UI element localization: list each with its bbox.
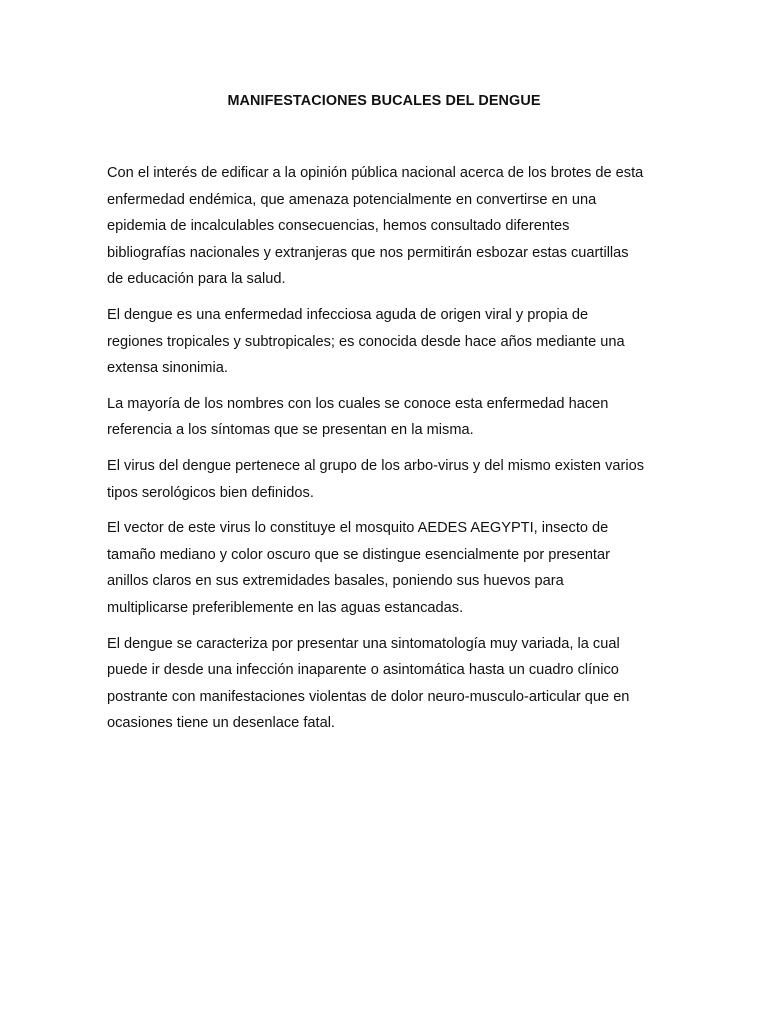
paragraph-line: postrante con manifestaciones violentas de dolor neuro-musculo-articular que en <box>107 688 630 705</box>
paragraph-line: La mayoría de los nombres con los cuales se conoce esta enfermedad hacen <box>107 395 609 412</box>
paragraph-line: anillos claros en sus extremidades basales, poniendo sus huevos para <box>107 573 564 590</box>
paragraph-line: tamaño mediano y color oscuro que se distingue esencialmente por presentar <box>107 546 610 563</box>
paragraph-line: epidemia de incalculables consecuencias, hemos consultado diferentes <box>107 218 570 235</box>
paragraph-line: ocasiones tiene un desenlace fatal. <box>107 715 335 732</box>
paragraph-line: El dengue se caracteriza por presentar una sintomatología muy variada, la cual <box>107 635 620 652</box>
paragraph-intro <box>107 160 667 293</box>
paragraph-line: multiplicarse preferiblemente en las aguas estancadas. <box>107 599 464 616</box>
paragraph-line: puede ir desde una infección inaparente o asintomática hasta un cuadro clínico <box>107 662 619 679</box>
paragraph-line: El vector de este virus lo constituye el mosquito AEDES AEGYPTI, insecto de <box>107 520 609 537</box>
paragraph-line: El virus del dengue pertenece al grupo de los arbo-virus y del mismo existen varios <box>107 457 644 474</box>
document-title: MANIFESTACIONES BUCALES DEL DENGUE <box>227 93 541 109</box>
paragraph-vector <box>107 515 667 621</box>
paragraph-line: regiones tropicales y subtropicales; es conocida desde hace años mediante una <box>107 333 625 350</box>
paragraph-definition <box>107 302 667 382</box>
paragraph-virus <box>107 453 667 506</box>
paragraph-line: de educación para la salud. <box>107 271 286 288</box>
paragraph-line: Con el interés de edificar a la opinión pública nacional acerca de los brotes de esta <box>107 165 644 181</box>
paragraph-line: enfermedad endémica, que amenaza potencialmente en convertirse en una <box>107 191 597 208</box>
paragraph-line: referencia a los síntomas que se presentan en la misma. <box>107 422 474 439</box>
document-body <box>107 160 667 746</box>
paragraph-symptoms <box>107 631 667 737</box>
paragraph-line: El dengue es una enfermedad infecciosa aguda de origen viral y propia de <box>107 306 589 323</box>
paragraph-line: extensa sinonimia. <box>107 360 228 377</box>
paragraph-names <box>107 391 667 444</box>
paragraph-line: tipos serológicos bien definidos. <box>107 484 314 501</box>
paragraph-line: bibliografías nacionales y extranjeras que nos permitirán esbozar estas cuartillas <box>107 244 629 261</box>
